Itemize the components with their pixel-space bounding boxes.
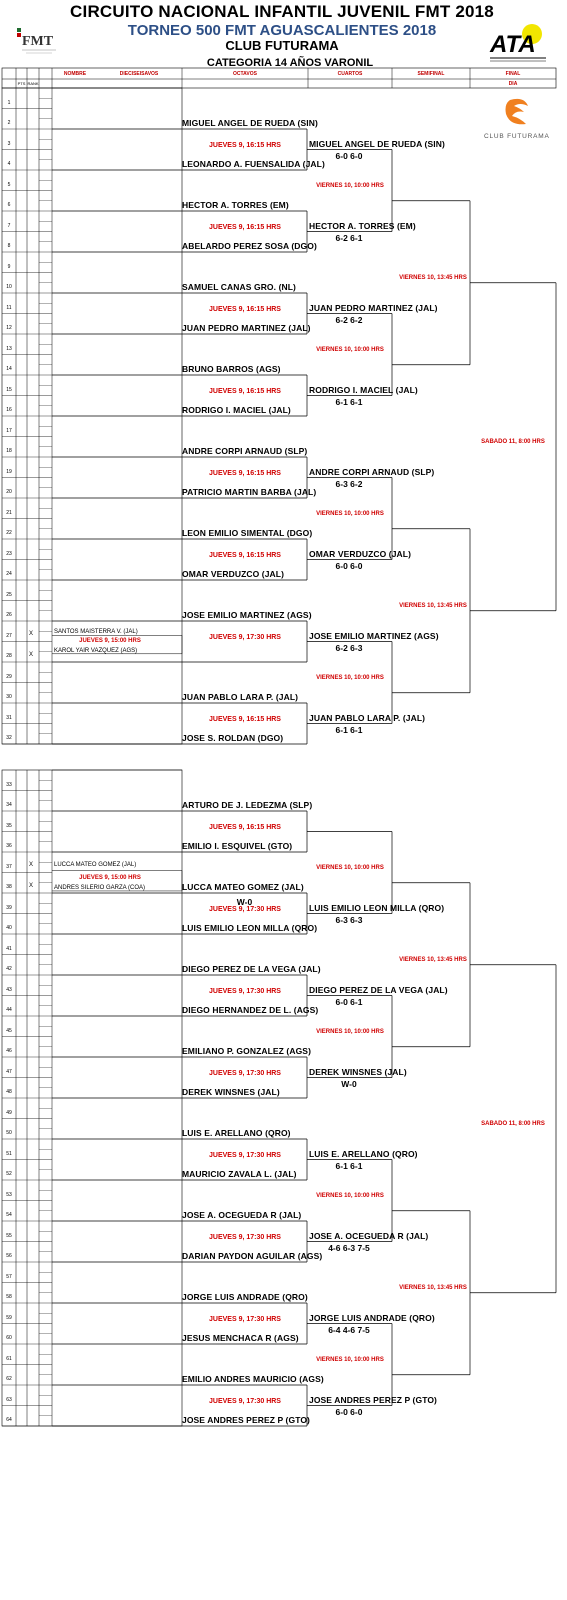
top_half-row-number: 1 <box>7 99 11 106</box>
bottom_half-row-number: 33 <box>6 781 12 788</box>
cuartos-score: 6-1 6-1 <box>335 724 363 735</box>
octavos-player: LUCCA MATEO GOMEZ (JAL) <box>182 882 304 892</box>
top_half-row-number: 6 <box>7 202 11 208</box>
semifinal-match-time: VIERNES 10, 13:45 HRS <box>399 956 467 963</box>
octavos-player: JORGE LUIS ANDRADE (QRO) <box>182 1292 308 1302</box>
bottom_half-row-number: 37 <box>6 863 12 870</box>
octavos-player: LUIS E. ARELLANO (QRO) <box>182 1128 291 1138</box>
top_half-row-number: 11 <box>6 304 12 311</box>
cuartos-score: 6-0 6-1 <box>335 996 363 1007</box>
octavos-match-time: JUEVES 9, 16:15 HRS <box>209 223 281 231</box>
octavos-match-time: JUEVES 9, 16:15 HRS <box>209 387 281 395</box>
bottom_half-row-number: 41 <box>6 945 12 952</box>
octavos-player: RODRIGO I. MACIEL (JAL) <box>182 405 291 415</box>
octavos-player: EMILIO I. ESQUIVEL (GTO) <box>182 841 293 851</box>
bottom_half-row-number: 35 <box>6 822 12 829</box>
tournament-subtitle: TORNEO 500 FMT AGUASCALIENTES 2018 <box>127 22 437 39</box>
bottom_half-row-number: 43 <box>6 986 12 993</box>
octavos-player: LEON EMILIO SIMENTAL (DGO) <box>182 528 313 538</box>
bottom_half-row-number: 34 <box>6 802 12 808</box>
octavos-match-time: JUEVES 9, 17:30 HRS <box>209 633 281 641</box>
top_half-row-number: 8 <box>7 243 11 249</box>
top_half-row-number: 19 <box>6 468 12 475</box>
cuartos-player: DIEGO PEREZ DE LA VEGA (JAL) <box>309 984 448 995</box>
cuartos-match-time: VIERNES 10, 10:00 HRS <box>316 182 384 189</box>
top_half-row-number: 28 <box>6 653 12 659</box>
cuartos-score: 6-0 6-0 <box>335 1406 363 1417</box>
cuartos-player: JUAN PABLO LARA P. (JAL) <box>309 712 426 723</box>
octavos-player: JOSE A. OCEGUEDA R (JAL) <box>182 1210 302 1220</box>
cuartos-player: JOSE ANDRES PEREZ P (GTO) <box>309 1394 437 1405</box>
semifinal-match-time: VIERNES 10, 13:45 HRS <box>399 602 467 609</box>
header-box <box>2 68 556 88</box>
walkover-mark: X <box>29 882 34 889</box>
bottom_half-row-number: 39 <box>6 904 12 911</box>
cuartos-player: LUIS E. ARELLANO (QRO) <box>309 1148 418 1159</box>
final-match-time: SABADO 11, 8:00 HRS <box>481 438 545 445</box>
top_half-row-number: 30 <box>6 694 12 700</box>
octavos-player: JOSE S. ROLDAN (DGO) <box>182 733 284 743</box>
cuartos-match-time: VIERNES 10, 10:00 HRS <box>316 674 384 681</box>
bottom_half-row-number: 60 <box>6 1335 12 1341</box>
cuartos-match-time: VIERNES 10, 10:00 HRS <box>316 864 384 871</box>
bottom_half-row-number: 58 <box>6 1294 12 1300</box>
octavos-match-time: JUEVES 9, 17:30 HRS <box>209 1315 281 1323</box>
cuartos-score: 6-2 6-3 <box>335 642 363 653</box>
top_half-row-number: 9 <box>7 263 11 270</box>
bottom_half-row-number: 45 <box>6 1027 12 1034</box>
octavos-player: DEREK WINSNES (JAL) <box>182 1087 280 1097</box>
bottom_half-row-number: 63 <box>6 1396 12 1403</box>
bottom_half-row-number: 51 <box>6 1150 12 1157</box>
col-header-dia: DIA <box>508 81 518 87</box>
top_half-row-number: 7 <box>7 222 11 229</box>
top_half-row-number: 31 <box>6 714 12 721</box>
cuartos-score: 6-3 6-3 <box>335 914 363 925</box>
bottom_half-row-number: 40 <box>6 925 12 931</box>
cuartos-player: JOSE EMILIO MARTINEZ (AGS) <box>309 630 439 641</box>
top_half-row-number: 20 <box>6 489 12 495</box>
octavos-player: JOSE EMILIO MARTINEZ (AGS) <box>182 610 312 620</box>
dieciseisavos-player: LUCCA MATEO GOMEZ (JAL) <box>54 862 137 868</box>
dieciseisavos-player: SANTOS MAISTERRA V. (JAL) <box>54 629 138 635</box>
bottom_half-row-number: 64 <box>6 1417 12 1423</box>
top_half-row-number: 22 <box>6 530 12 536</box>
octavos-player: LUIS EMILIO LEON MILLA (QRO) <box>182 923 318 933</box>
col-header-cuartos: CUARTOS <box>337 71 363 77</box>
futurama-logo-text: CLUB FUTURAMA <box>484 133 550 140</box>
walkover-mark: X <box>29 651 34 658</box>
bottom_half-row-number: 59 <box>6 1314 12 1321</box>
octavos-match-time: JUEVES 9, 17:30 HRS <box>209 1151 281 1159</box>
octavos-player: MIGUEL ANGEL DE RUEDA (SIN) <box>182 118 318 128</box>
bottom_half-row-number: 50 <box>6 1130 12 1136</box>
top_half-row-number: 17 <box>6 427 12 434</box>
bottom_half-row-number: 55 <box>6 1232 12 1239</box>
category-label: CATEGORIA 14 AÑOS VARONIL <box>206 57 374 69</box>
octavos-player: SAMUEL CANAS GRO. (NL) <box>182 282 296 292</box>
col-header-dieciseisavos: DIECISEISAVOS <box>119 71 159 77</box>
octavos-score: W-0 <box>236 897 253 907</box>
octavos-match-time: JUEVES 9, 16:15 HRS <box>209 469 281 477</box>
cuartos-score: W-0 <box>341 1078 357 1089</box>
top_half-row-number: 32 <box>6 735 12 741</box>
cuartos-match-time: VIERNES 10, 10:00 HRS <box>316 1028 384 1035</box>
top_half-row-number: 27 <box>6 632 12 639</box>
cuartos-player: LUIS EMILIO LEON MILLA (QRO) <box>309 902 445 913</box>
col-header-rank: RANK <box>27 81 39 86</box>
dieciseisavos-player: KAROL YAIR VAZQUEZ (AGS) <box>54 647 138 654</box>
octavos-player: HECTOR A. TORRES (EM) <box>182 200 289 210</box>
col-header-semifinal: SEMIFINAL <box>417 71 445 77</box>
cuartos-player: RODRIGO I. MACIEL (JAL) <box>309 384 418 395</box>
fmt-logo-text: FMT <box>22 34 54 49</box>
top_half-row-number: 24 <box>6 571 12 577</box>
top_half-row-number: 18 <box>6 448 12 454</box>
octavos-match-time: JUEVES 9, 16:15 HRS <box>209 305 281 313</box>
semifinal-match-time: VIERNES 10, 13:45 HRS <box>399 274 467 281</box>
cuartos-score: 6-2 6-2 <box>335 314 363 325</box>
cuartos-match-time: VIERNES 10, 10:00 HRS <box>316 1192 384 1199</box>
cuartos-match-time: VIERNES 10, 10:00 HRS <box>316 510 384 517</box>
bottom_half-row-number: 54 <box>6 1212 12 1218</box>
octavos-player: JESUS MENCHACA R (AGS) <box>182 1333 299 1343</box>
bottom_half-row-number: 61 <box>6 1355 12 1362</box>
col-header-pts: PTS <box>17 81 26 86</box>
top_half-row-number: 25 <box>6 591 12 598</box>
top_half-row-number: 15 <box>6 386 12 393</box>
tournament-title: CIRCUITO NACIONAL INFANTIL JUVENIL FMT 2018 <box>70 2 494 21</box>
octavos-player: MAURICIO ZAVALA L. (JAL) <box>182 1169 297 1179</box>
final-match-time: SABADO 11, 8:00 HRS <box>481 1120 545 1127</box>
top_half-row-number: 29 <box>6 673 12 680</box>
cuartos-match-time: VIERNES 10, 10:00 HRS <box>316 346 384 353</box>
octavos-player: OMAR VERDUZCO (JAL) <box>182 569 285 579</box>
top_half-row-number: 23 <box>6 550 12 557</box>
cuartos-player: HECTOR A. TORRES (EM) <box>309 220 416 231</box>
ata-logo-text: ATA <box>490 31 536 58</box>
octavos-match-time: JUEVES 9, 17:30 HRS <box>209 1069 281 1077</box>
bottom_half-row-number: 46 <box>6 1048 12 1054</box>
top_half-row-number: 3 <box>7 140 11 147</box>
bottom_half-row-number: 48 <box>6 1089 12 1095</box>
cuartos-score: 6-1 6-1 <box>335 396 363 407</box>
octavos-player: LEONARDO A. FUENSALIDA (JAL) <box>182 159 325 169</box>
cuartos-score: 6-3 6-2 <box>335 478 363 489</box>
cuartos-player: DEREK WINSNES (JAL) <box>309 1066 407 1077</box>
top_half-row-number: 21 <box>6 509 12 516</box>
octavos-player: DARIAN PAYDON AGUILAR (AGS) <box>182 1251 323 1261</box>
walkover-mark: X <box>29 862 34 868</box>
cuartos-match-time: VIERNES 10, 10:00 HRS <box>316 1356 384 1363</box>
cuartos-player: ANDRE CORPI ARNAUD (SLP) <box>309 466 435 477</box>
col-header-nombre: NOMBRE <box>63 71 87 77</box>
octavos-match-time: JUEVES 9, 17:30 HRS <box>209 987 281 995</box>
top_half-row-number: 10 <box>6 284 12 290</box>
octavos-match-time: JUEVES 9, 16:15 HRS <box>209 823 281 831</box>
dieciseisavos-match-time: JUEVES 9, 15:00 HRS <box>79 874 141 881</box>
octavos-player: DIEGO HERNANDEZ DE L. (AGS) <box>182 1005 319 1015</box>
octavos-player: PATRICIO MARTIN BARBA (JAL) <box>182 487 317 497</box>
bottom_half-row-number: 56 <box>6 1253 12 1259</box>
bottom_half-row-number: 42 <box>6 966 12 972</box>
cuartos-score: 6-0 6-0 <box>335 560 363 571</box>
octavos-player: ANDRE CORPI ARNAUD (SLP) <box>182 446 308 456</box>
octavos-match-time: JUEVES 9, 17:30 HRS <box>209 905 281 913</box>
cuartos-player: JOSE A. OCEGUEDA R (JAL) <box>309 1230 429 1241</box>
cuartos-score: 6-0 6-0 <box>335 150 363 161</box>
octavos-player: JUAN PEDRO MARTINEZ (JAL) <box>182 323 311 333</box>
cuartos-player: MIGUEL ANGEL DE RUEDA (SIN) <box>309 138 445 149</box>
bottom_half-row-number: 38 <box>6 884 12 890</box>
cuartos-player: JUAN PEDRO MARTINEZ (JAL) <box>309 302 438 313</box>
octavos-player: DIEGO PEREZ DE LA VEGA (JAL) <box>182 964 321 974</box>
col-header-octavos: OCTAVOS <box>233 71 257 77</box>
bottom_half-row-number: 36 <box>6 843 12 849</box>
top_half-row-number: 13 <box>6 345 12 352</box>
bottom_half-row-number: 53 <box>6 1191 12 1198</box>
club-name: CLUB FUTURAMA <box>225 38 339 53</box>
bottom_half-row-number: 47 <box>6 1068 12 1075</box>
octavos-player: EMILIANO P. GONZALEZ (AGS) <box>182 1046 311 1056</box>
octavos-match-time: JUEVES 9, 16:15 HRS <box>209 551 281 559</box>
octavos-player: JUAN PABLO LARA P. (JAL) <box>182 692 299 702</box>
walkover-mark: X <box>29 631 34 637</box>
bottom_half-row-number: 49 <box>6 1109 12 1116</box>
bottom_half-row-number: 52 <box>6 1171 12 1177</box>
top_half-row-number: 14 <box>6 366 12 372</box>
octavos-match-time: JUEVES 9, 16:15 HRS <box>209 141 281 149</box>
dieciseisavos-match-time: JUEVES 9, 15:00 HRS <box>79 637 141 644</box>
octavos-player: EMILIO ANDRES MAURICIO (AGS) <box>182 1374 324 1384</box>
top_half-row-number: 16 <box>6 407 12 413</box>
cuartos-score: 4-6 6-3 7-5 <box>328 1242 370 1253</box>
cuartos-score: 6-2 6-1 <box>335 232 363 243</box>
top_half-row-number: 12 <box>6 325 12 331</box>
top_half-row-number: 4 <box>7 161 11 167</box>
octavos-match-time: JUEVES 9, 16:15 HRS <box>209 715 281 723</box>
cuartos-player: OMAR VERDUZCO (JAL) <box>309 548 412 559</box>
dieciseisavos-player: ANDRES SILERIO GARZA (COA) <box>54 884 146 891</box>
semifinal-match-time: VIERNES 10, 13:45 HRS <box>399 1284 467 1291</box>
bottom_half-row-number: 62 <box>6 1376 12 1382</box>
top_half-row-number: 5 <box>7 181 11 188</box>
col-header-final: FINAL <box>505 71 521 77</box>
top_half-row-number: 2 <box>7 120 11 126</box>
bottom_half-row-number: 44 <box>6 1007 12 1013</box>
octavos-player: ABELARDO PEREZ SOSA (DGO) <box>182 241 317 251</box>
cuartos-score: 6-1 6-1 <box>335 1160 363 1171</box>
top_half-row-number: 26 <box>6 612 12 618</box>
octavos-player: JOSE ANDRES PEREZ P (GTO) <box>182 1415 310 1425</box>
octavos-match-time: JUEVES 9, 17:30 HRS <box>209 1397 281 1405</box>
octavos-player: ARTURO DE J. LEDEZMA (SLP) <box>182 800 313 810</box>
cuartos-player: JORGE LUIS ANDRADE (QRO) <box>309 1312 435 1323</box>
cuartos-score: 6-4 4-6 7-5 <box>328 1324 370 1335</box>
bottom_half-row-number: 57 <box>6 1273 12 1280</box>
octavos-match-time: JUEVES 9, 17:30 HRS <box>209 1233 281 1241</box>
octavos-player: BRUNO BARROS (AGS) <box>182 364 281 374</box>
